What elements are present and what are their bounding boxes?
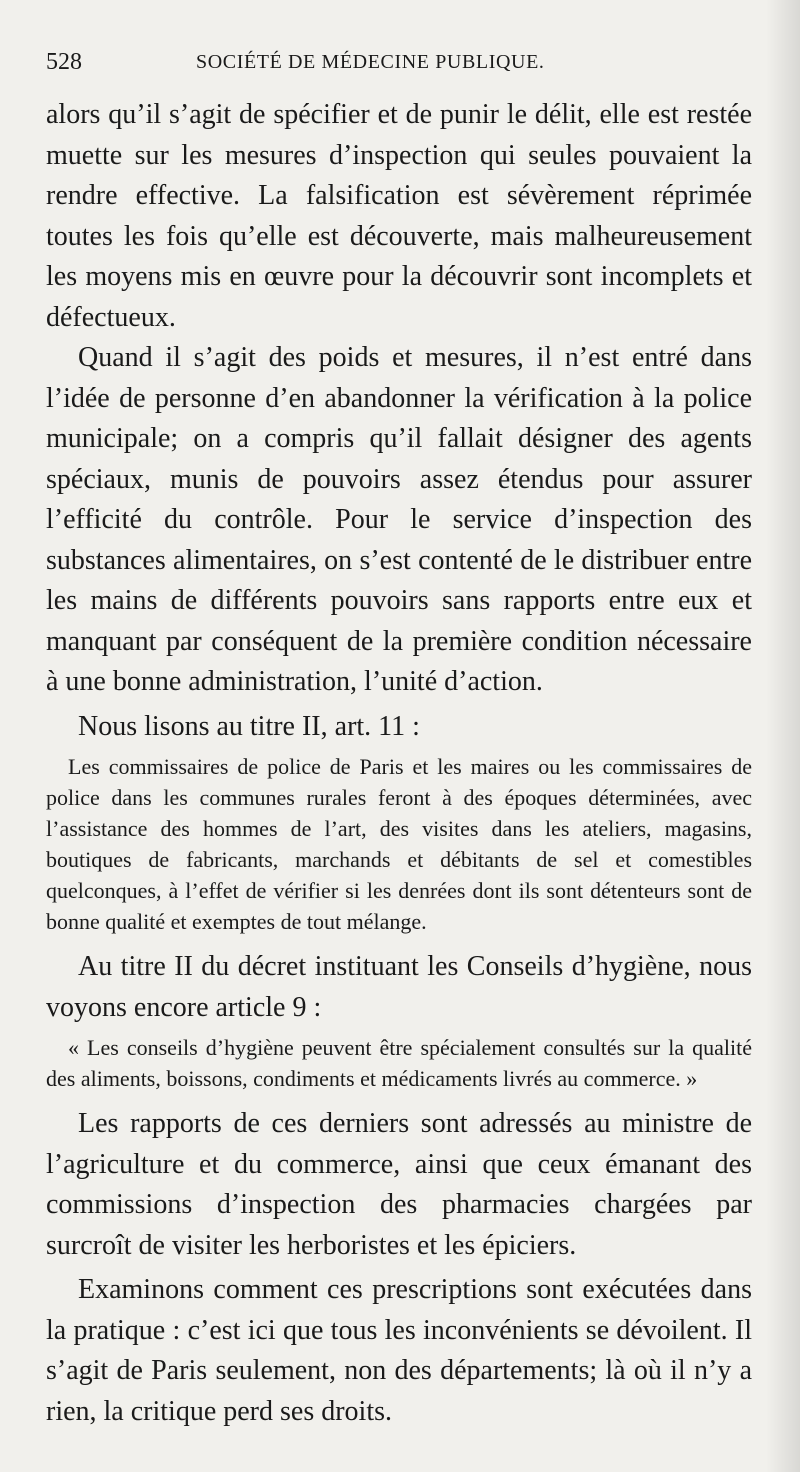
paragraph-continuation: alors qu’il s’agit de spécifier et de punir le délit, elle est restée muette sur les mesures d’inspection qui seules pouvaient la rendre effective. La falsification est sévèrement réprimée toutes les fois qu’elle est découverte, mais malheureusement les moyens mis en œuvre pour la découvrir sont incomplets et défectueux.	[46, 99, 752, 333]
page-number: 528	[46, 49, 82, 75]
paragraph-decret-intro: Au titre II du décret instituant les Conseils d’hygiène, nous voyons encore article 9 :	[46, 951, 752, 1023]
paragraph-poids-et-mesures: Quand il s’agit des poids et mesures, il n’est entré dans l’idée de personne d’en abandonner la vérification à la police municipale; on a compris qu’il fallait désigner des agents spéciaux, munis de pouvoirs assez étendus pour assurer l’efficité du contrôle. Pour le service d’inspection des substances alimentaires, on s’est contenté de le distribuer entre les mains de différents pouvoirs sans rapports entre eux et manquant par conséquent de la première condition nécessaire à une bonne administration, l’unité d’action.	[46, 342, 752, 697]
quote-article-11: Les commissaires de police de Paris et les maires ou les commissaires de police dans les communes rurales feront à des époques déterminées, avec l’assistance des hommes de l’art, des visites dans les ateliers, magasins, boutiques de fabricants, marchands et débitants de sel et comestibles quelconques, à l’effet de vérifier si les denrées dont ils sont détenteurs sont de bonne qualité et exemptes de tout mélange.	[46, 754, 752, 934]
page-header	[46, 42, 746, 82]
running-head: SOCIÉTÉ DE MÉDECINE PUBLIQUE.	[196, 51, 545, 73]
page-body	[46, 95, 752, 1432]
paragraph-examinons: Examinons comment ces prescriptions sont exécutées dans la pratique : c’est ici que tous les inconvénients se dévoilent. Il s’agit de Paris seulement, non des départements; là où il n’y a rien, la critique perd ses droits.	[46, 1274, 752, 1427]
paragraph-rapports: Les rapports de ces derniers sont adressés au ministre de l’agriculture et du commerce, ainsi que ceux émanant des commissions d’inspection des pharmacies chargées par surcroît de visiter les herboristes et les épiciers.	[46, 1108, 752, 1261]
quote-article-9: « Les conseils d’hygiène peuvent être spécialement consultés sur la qualité des aliments, boissons, condiments et médicaments livrés au commerce. »	[46, 1035, 752, 1091]
page-edge-shadow	[766, 0, 800, 1472]
paragraph-titre-ii-intro: Nous lisons au titre II, art. 11 :	[78, 710, 420, 742]
